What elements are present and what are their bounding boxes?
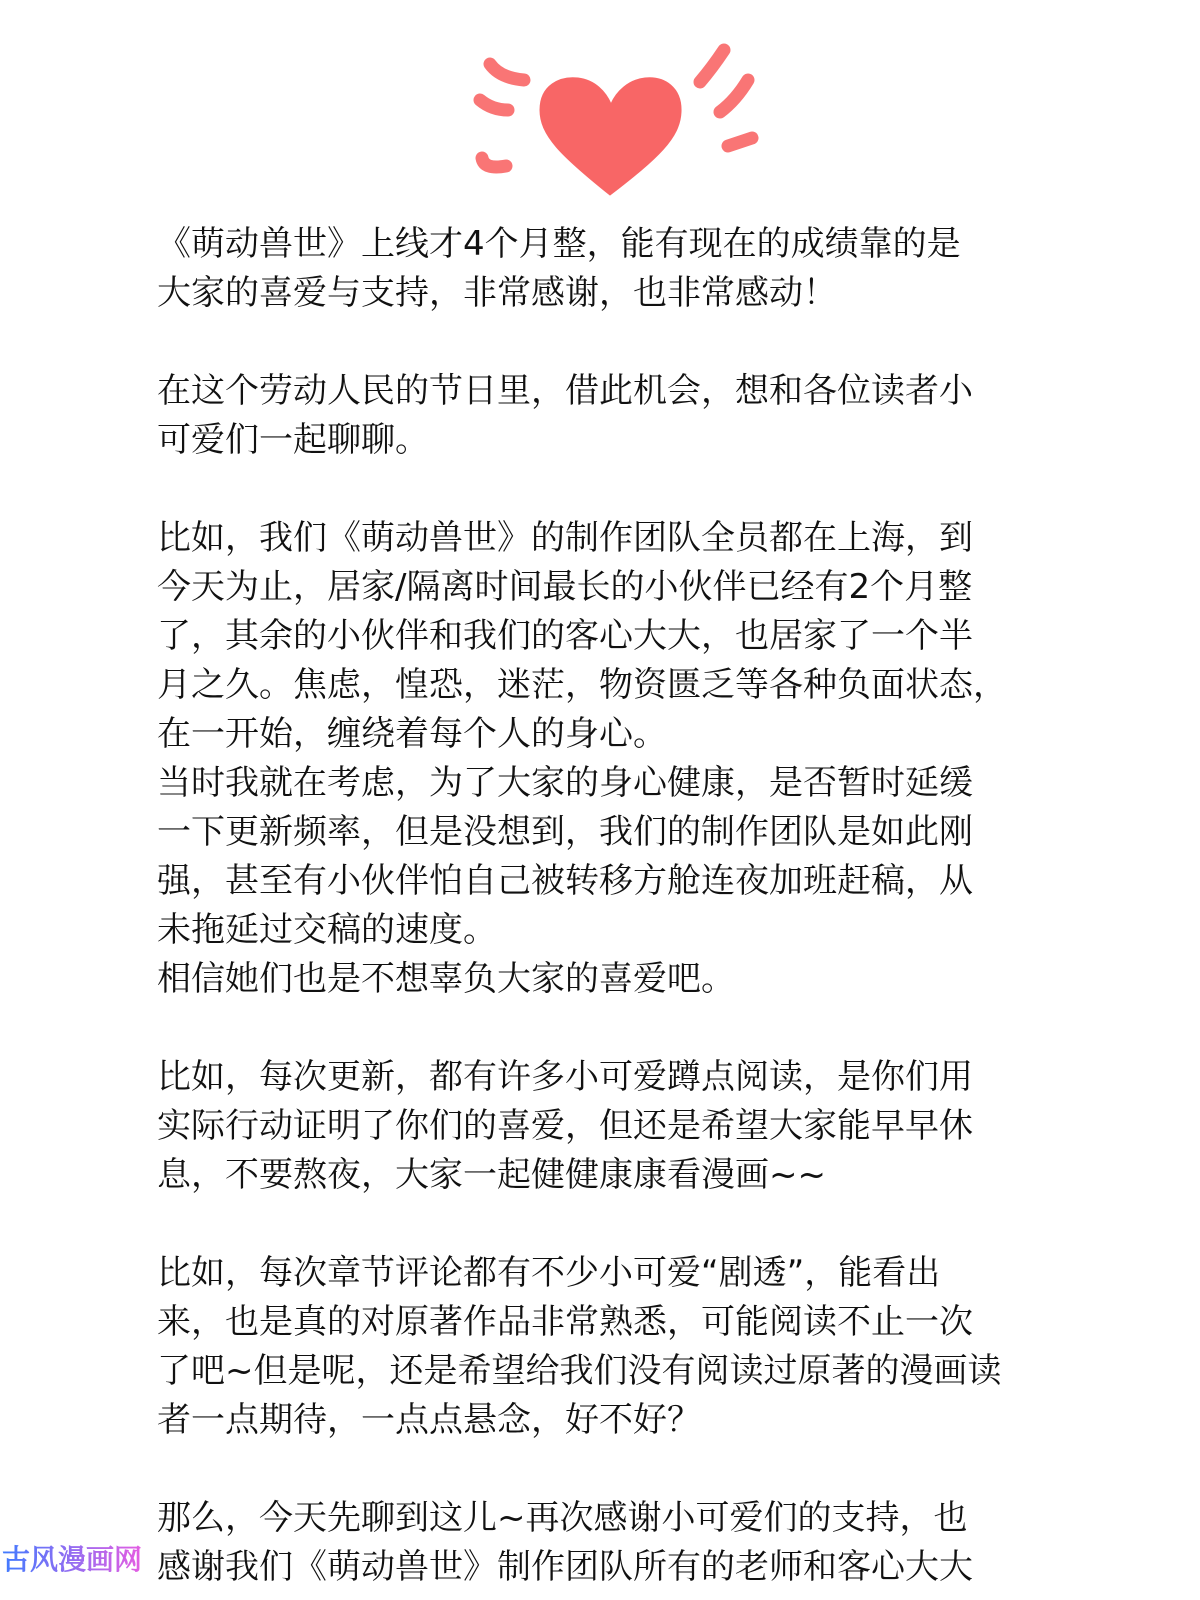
text-line: 大家的喜爱与支持，非常感谢，也非常感动！ [157,273,837,313]
watermark-logo: 古风漫画网 [2,1540,152,1580]
text-line: 者一点期待，一点点悬念，好不好？ [157,1400,701,1440]
paragraph-gap [157,1004,1157,1053]
heart-icon [440,30,780,220]
text-line: 了吧~但是呢，还是希望给我们没有阅读过原著的漫画读 [157,1351,1002,1391]
text-line: 实际行动证明了你们的喜爱，但还是希望大家能早早休 [157,1106,973,1146]
text-line: 比如，每次更新，都有许多小可爱蹲点阅读，是你们用 [157,1057,973,1097]
text-line: 未拖延过交稿的速度。 [157,910,497,950]
text-line: 了，其余的小伙伴和我们的客心大大，也居家了一个半 [157,616,973,656]
text-line: 当时我就在考虑，为了大家的身心健康，是否暂时延缓 [157,763,973,803]
text-line: 一下更新频率，但是没想到，我们的制作团队是如此刚 [157,812,973,852]
paragraph-gap [157,465,1157,514]
text-line: 那么，今天先聊到这儿~再次感谢小可爱们的支持，也 [157,1498,968,1538]
paragraph-gap [157,318,1157,367]
paragraph-gap [157,1200,1157,1249]
text-line: 在一开始，缠绕着每个人的身心。 [157,714,667,754]
text-line: 比如，我们《萌动兽世》的制作团队全员都在上海，到 [157,518,973,558]
text-line: 在这个劳动人民的节日里，借此机会，想和各位读者小 [157,371,973,411]
text-line: 月之久。焦虑，惶恐，迷茫，物资匮乏等各种负面状态， [157,665,1007,705]
text-line: 强，甚至有小伙伴怕自己被转移方舱连夜加班赶稿，从 [157,861,973,901]
text-line: 可爱们一起聊聊。 [157,420,429,460]
text-line: 息，不要熬夜，大家一起健健康康看漫画~~ [157,1155,826,1195]
article-body [157,220,1157,1592]
text-line: 《萌动兽世》上线才4个月整，能有现在的成绩靠的是 [157,224,961,264]
paragraph-gap [157,1445,1157,1494]
text-line: 比如，每次章节评论都有不少小可爱“剧透”，能看出 [157,1253,941,1293]
text-line: 今天为止，居家/隔离时间最长的小伙伴已经有2个月整 [157,567,973,607]
text-line: 感谢我们《萌动兽世》制作团队所有的老师和客心大大 [157,1547,973,1587]
text-line: 来，也是真的对原著作品非常熟悉，可能阅读不止一次 [157,1302,973,1342]
text-line: 相信她们也是不想辜负大家的喜爱吧。 [157,959,735,999]
